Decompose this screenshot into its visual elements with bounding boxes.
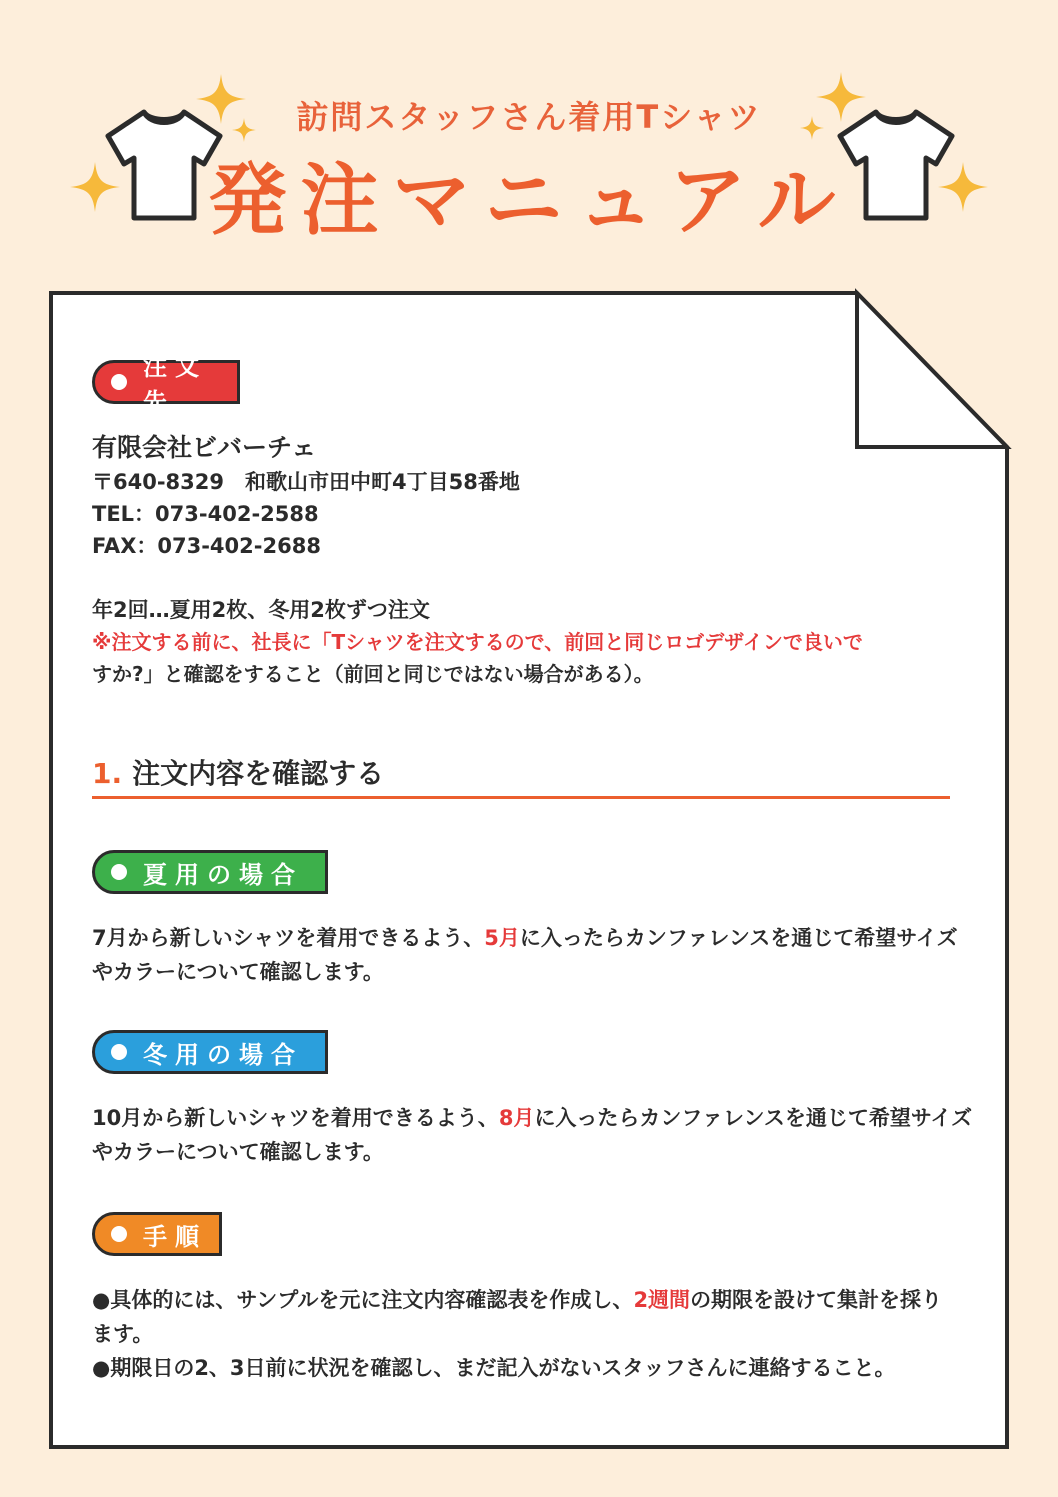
company-name: 有限会社ビバーチェ [92, 433, 317, 462]
winter-text-line1 [92, 1102, 972, 1132]
text-segment: の期限を設けて集計を採り [690, 1288, 943, 1312]
header-subtitle: 訪問スタッフさん着用Tシャツ [296, 98, 762, 136]
section-title-text: 注文内容を確認する [132, 757, 385, 790]
bullet-dot-icon [111, 1226, 127, 1242]
bullet-dot-icon [111, 374, 127, 390]
summer-text-line1 [92, 922, 958, 952]
company-address: 〒640-8329 和歌山市田中町4丁目58番地 [92, 470, 520, 494]
summer-tag [92, 850, 328, 894]
order-note-line1: ※注文する前に、社長に「Tシャツを注文するので、前回と同じロゴデザインで良いで [92, 630, 863, 654]
bullet-dot-icon [111, 864, 127, 880]
tag-label: 注文先 [143, 353, 207, 416]
text-segment: 7月から新しいシャツを着用できるよう、 [92, 926, 485, 950]
section-heading [92, 752, 950, 799]
winter-text-line2: やカラーについて確認します。 [92, 1140, 384, 1164]
page-title: 発注マニュアル [208, 156, 850, 246]
procedure-item1 [92, 1284, 942, 1314]
order-frequency: 年2回…夏用2枚、冬用2枚ずつ注文 [92, 598, 430, 622]
tag-label: 冬用の場合 [143, 1040, 303, 1069]
text-segment: ●具体的には、サンプルを元に注文内容確認表を作成し、 [92, 1288, 634, 1312]
procedure-item2: ●期限日の2、3日前に状況を確認し、まだ記入がないスタッフさんに連絡すること。 [92, 1356, 896, 1380]
company-tel: TEL：073-402-2588 [92, 502, 319, 526]
order-destination-tag [92, 353, 240, 416]
procedure-tag [92, 1212, 222, 1256]
summer-text-line2: やカラーについて確認します。 [92, 960, 384, 984]
highlight-month: 5月 [484, 926, 520, 950]
tag-label: 手順 [143, 1222, 207, 1251]
procedure-item1-cont: ます。 [92, 1322, 154, 1346]
text-segment: に入ったらカンファレンスを通じて希望サイズ [534, 1106, 973, 1130]
tag-label: 夏用の場合 [143, 860, 303, 889]
bullet-dot-icon [111, 1044, 127, 1060]
company-fax: FAX：073-402-2688 [92, 534, 321, 558]
highlight-month: 8月 [498, 1106, 535, 1130]
text-segment: に入ったらカンファレンスを通じて希望サイズ [519, 926, 958, 950]
highlight-period: 2週間 [633, 1288, 691, 1312]
order-note-line2: すか?」と確認をすること（前回と同じではない場合がある）。 [92, 662, 654, 686]
section-number: 1. [92, 757, 123, 790]
winter-tag [92, 1030, 328, 1074]
text-segment: 10月から新しいシャツを着用できるよう、 [92, 1106, 499, 1130]
